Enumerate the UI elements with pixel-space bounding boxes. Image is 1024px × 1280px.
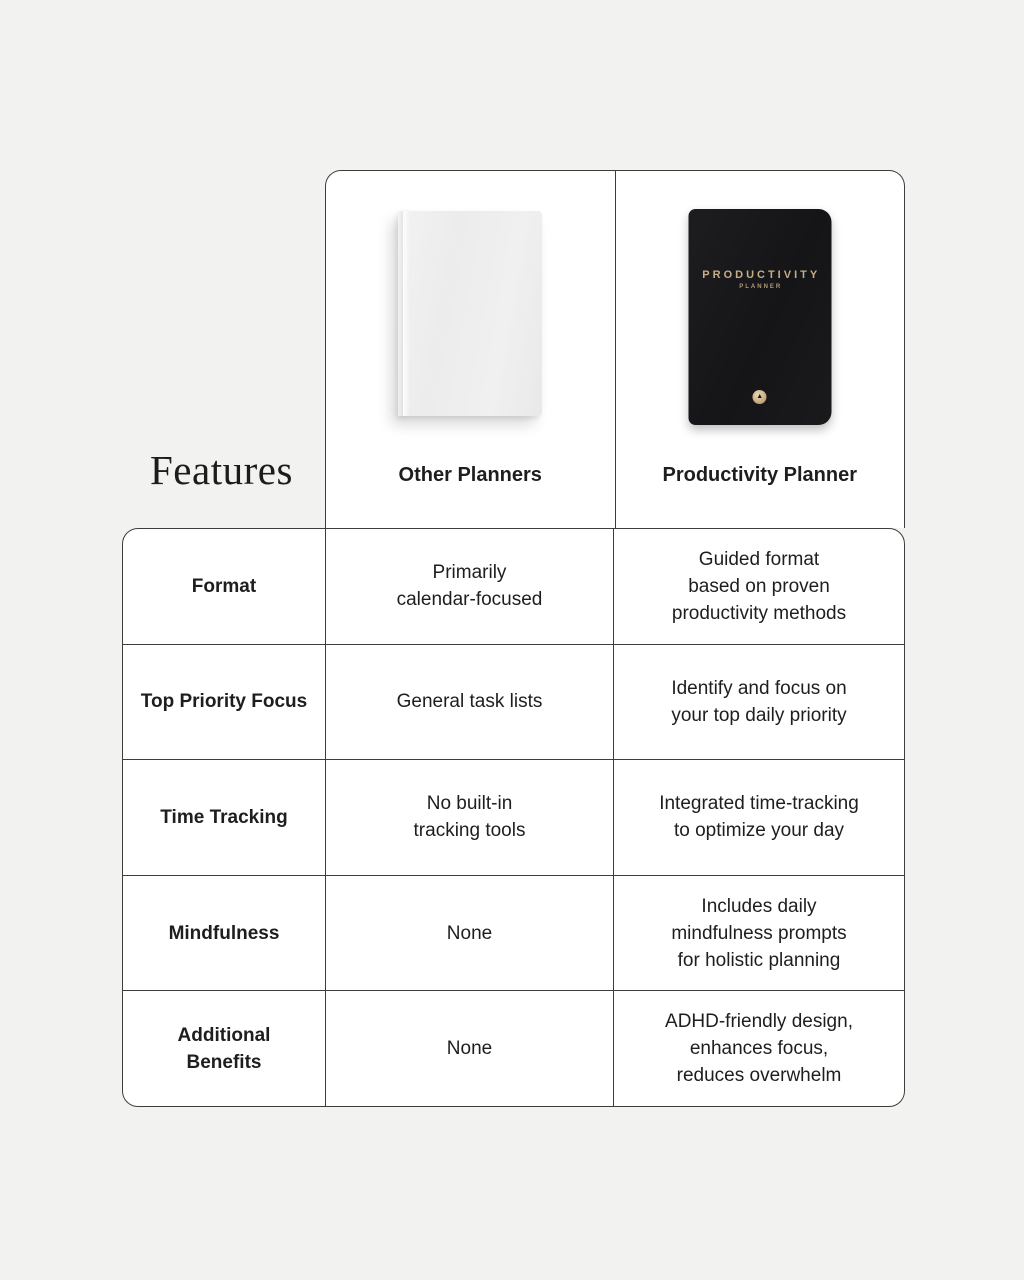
productivity-planner-value-cell: Integrated time-tracking to optimize your day (613, 760, 904, 875)
other-planner-value-cell: Primarily calendar-focused (325, 529, 613, 644)
book-spine (403, 211, 410, 416)
table-row (123, 875, 904, 991)
planner-cover-title: PRODUCTIVITY (702, 269, 821, 281)
other-planner-value-cell: General task lists (325, 645, 613, 760)
other-planner-value-cell: None (325, 876, 613, 991)
feature-name-cell: Mindfulness (168, 922, 280, 944)
planner-cover-subtitle: PLANNER (739, 284, 783, 290)
productivity-planner-image (688, 209, 831, 425)
feature-name-cell: Additional Benefits (177, 1024, 271, 1073)
table-row (123, 644, 904, 760)
other-planner-value-cell: No built-in tracking tools (325, 760, 613, 875)
header-column-other (326, 171, 615, 528)
table-row (123, 759, 904, 875)
comparison-table (122, 528, 905, 1107)
productivity-planner-value-cell: Identify and focus on your top daily priority (613, 645, 904, 760)
feature-name-cell: Format (191, 575, 257, 597)
planner-header-card (325, 170, 905, 528)
productivity-planner-value-cell: Includes daily mindfulness prompts for holistic planning (613, 876, 904, 991)
header-column-productivity (616, 171, 905, 528)
planner-emblem-icon: ▲ (753, 390, 767, 404)
table-row (123, 529, 904, 644)
column-header-other-planners: Other Planners (398, 464, 542, 486)
productivity-planner-value-cell: Guided format based on proven productivity methods (613, 529, 904, 644)
feature-name-cell: Top Priority Focus (140, 691, 308, 713)
other-planner-image (398, 211, 542, 416)
feature-name-cell: Time Tracking (160, 806, 288, 828)
productivity-planner-value-cell: ADHD-friendly design, enhances focus, reduces overwhelm (613, 991, 904, 1106)
column-header-productivity-planner: Productivity Planner (662, 464, 857, 486)
table-row (123, 990, 904, 1106)
other-planner-value-cell: None (325, 991, 613, 1106)
features-column-title: Features (150, 447, 293, 493)
